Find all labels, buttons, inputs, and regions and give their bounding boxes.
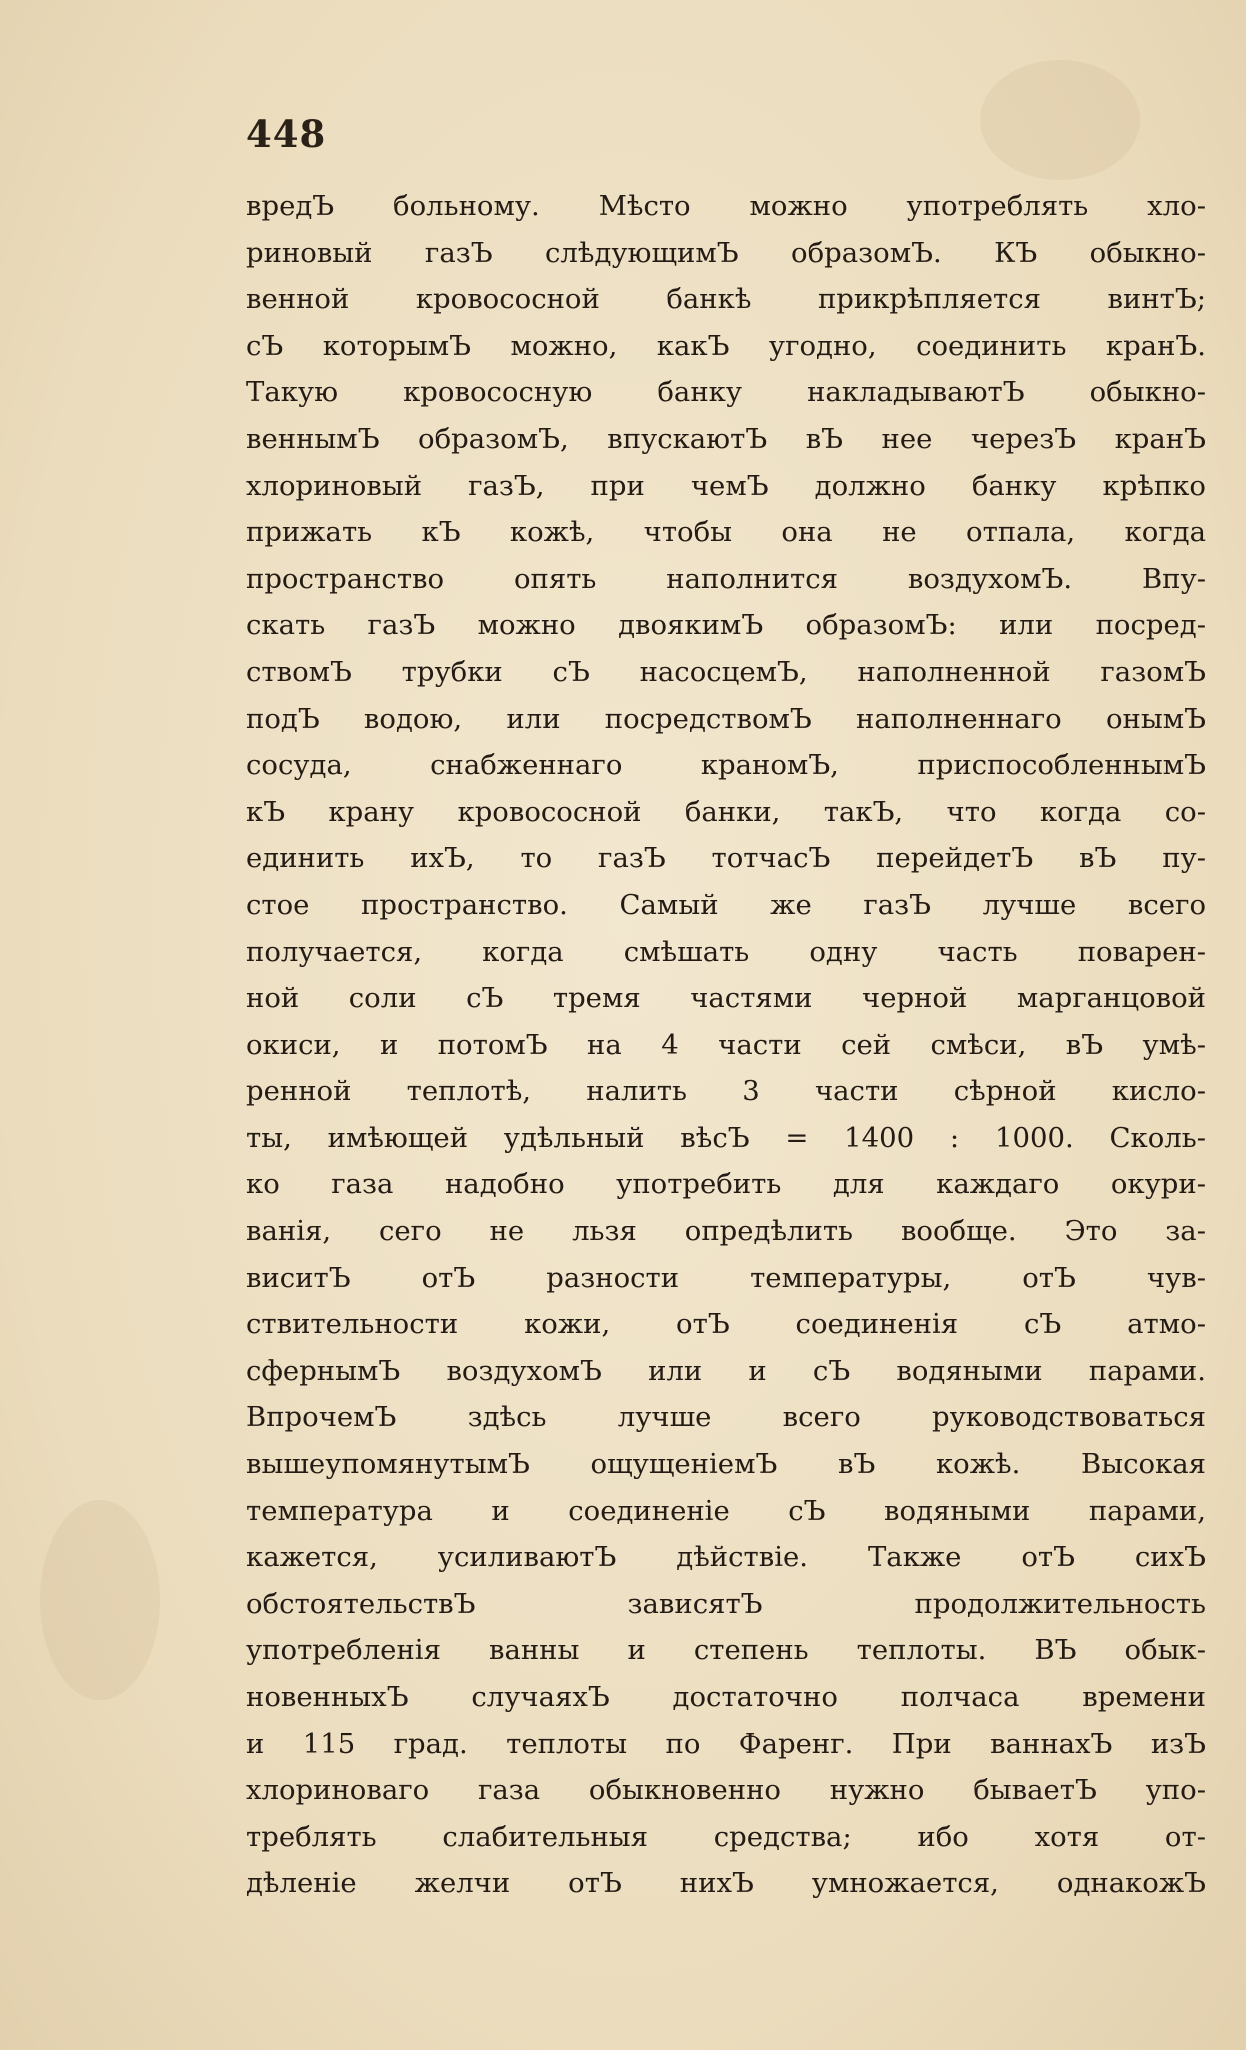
text-line: риновый газЪ слѣдующимЪ образомЪ. КЪ обыкно- [246, 236, 1206, 269]
text-line: сосуда, снабженнаго краномЪ, приспособленнымЪ [246, 749, 1206, 782]
text-line: сЪ которымЪ можно, какЪ угодно, соединить кранЪ. [246, 329, 1206, 362]
text-line: веннымЪ образомЪ, впускаютЪ вЪ нее черезЪ кранЪ [246, 422, 1206, 455]
text-line: пространство опять наполнится воздухомЪ. Впу- [246, 562, 1206, 595]
text-line: кЪ крану кровососной банки, такЪ, что когда со- [246, 795, 1206, 828]
text-line: единить ихЪ, то газЪ тотчасЪ перейдетЪ вЪ пу- [246, 842, 1206, 875]
text-line: стое пространство. Самый же газЪ лучше всего [246, 888, 1206, 921]
text-line: употребленія ванны и степень теплоты. ВЪ обык- [246, 1634, 1206, 1667]
text-line: вышеупомянутымЪ ощущеніемЪ вЪ кожѣ. Высокая [246, 1448, 1206, 1481]
text-line: температура и соединеніе сЪ водяными парами, [246, 1494, 1206, 1527]
text-line: ко газа надобно употребить для каждаго окури- [246, 1168, 1206, 1201]
text-line: хлориновый газЪ, при чемЪ должно банку крѣпко [246, 469, 1206, 502]
text-line: треблять слабительныя средства; ибо хотя от- [246, 1820, 1206, 1853]
text-line: новенныхЪ случаяхЪ достаточно полчаса времени [246, 1681, 1206, 1713]
text-line: вредЪ больному. Мѣсто можно употреблять хло- [246, 190, 1206, 222]
text-line: и 115 град. теплоты по Фаренг. При ваннахЪ изЪ [246, 1727, 1206, 1760]
text-line: дѣленіе желчи отЪ нихЪ умножается, однакожЪ [246, 1867, 1206, 1900]
text-line: ВпрочемЪ здѣсь лучше всего руководствоваться [246, 1401, 1206, 1434]
text-line: окиси, и потомЪ на 4 части сей смѣси, вЪ умѣ- [246, 1028, 1206, 1061]
body-text [246, 183, 1206, 1907]
text-line: ствомЪ трубки сЪ насосцемЪ, наполненной газомЪ [246, 655, 1206, 688]
text-line: обстоятельствЪ зависятЪ продолжительность [246, 1587, 1206, 1620]
text-line: получается, когда смѣшать одну часть поварен- [246, 935, 1206, 968]
text-line: ванія, сего не льзя опредѣлить вообще. Это за- [246, 1215, 1206, 1248]
paper-stain [980, 60, 1140, 180]
text-line: ренной теплотѣ, налить 3 части сѣрной кисло- [246, 1075, 1206, 1108]
text-line: скать газЪ можно двоякимЪ образомЪ: или посред- [246, 609, 1206, 642]
text-line: венной кровососной банкѣ прикрѣпляется винтЪ; [246, 283, 1206, 316]
text-line: прижать кЪ кожѣ, чтобы она не отпала, когда [246, 516, 1206, 549]
paper-stain [40, 1500, 160, 1700]
page-number: 448 [246, 112, 327, 156]
text-line: подЪ водою, или посредствомЪ наполненнаго онымЪ [246, 702, 1206, 735]
text-line: ствительности кожи, отЪ соединенія сЪ атмо- [246, 1308, 1206, 1341]
text-line: кажется, усиливаютЪ дѣйствіе. Также отЪ сихЪ [246, 1541, 1206, 1574]
text-line: виситЪ отЪ разности температуры, отЪ чув- [246, 1261, 1206, 1294]
text-line: ной соли сЪ тремя частями черной марганцовой [246, 982, 1206, 1015]
text-line: сфернымЪ воздухомЪ или и сЪ водяными парами. [246, 1354, 1206, 1387]
text-line: Такую кровососную банку накладываютЪ обыкно- [246, 376, 1206, 409]
text-line: ты, имѣющей удѣльный вѣсЪ = 1400 : 1000. Сколь- [246, 1121, 1206, 1154]
text-line: хлориноваго газа обыкновенно нужно бываетЪ упо- [246, 1774, 1206, 1807]
